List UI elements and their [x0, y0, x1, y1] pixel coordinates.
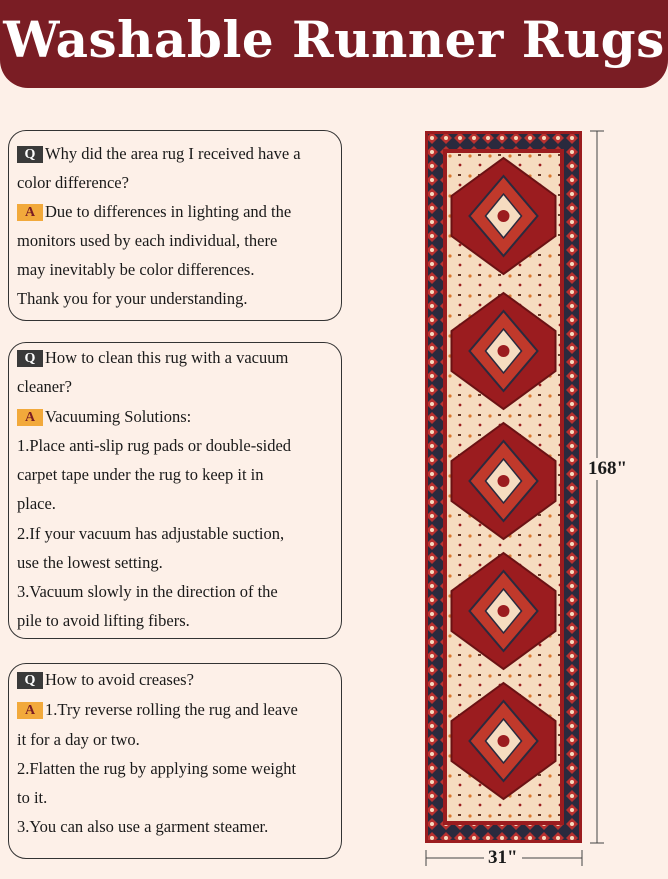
question-text-cont: color difference?: [17, 173, 129, 192]
answer-text: it for a day or two.: [17, 730, 140, 749]
answer-badge: A: [17, 409, 43, 426]
question-text-cont: cleaner?: [17, 377, 72, 396]
rug-length-label: 168": [588, 458, 628, 479]
question-text: Why did the area rug I received have a: [45, 144, 301, 163]
answer-text: 1.Place anti-slip rug pads or double-sided: [17, 436, 292, 455]
answer-text: monitors used by each individual, there: [17, 231, 278, 250]
answer-text: Due to differences in lighting and the: [45, 202, 292, 221]
answer-text: 1.Try reverse rolling the rug and leave: [45, 700, 298, 719]
answer-text: 3.Vacuum slowly in the direction of the: [17, 582, 278, 601]
question-text: How to avoid creases?: [45, 670, 194, 689]
answer-text: 2.If your vacuum has adjustable suction,: [17, 524, 285, 543]
question-badge: Q: [17, 672, 43, 689]
answer-text: carpet tape under the rug to keep it in: [17, 465, 264, 484]
answer-text: Thank you for your understanding.: [17, 289, 248, 308]
question-badge: Q: [17, 350, 43, 367]
answer-text: may inevitably be color differences.: [17, 260, 255, 279]
answer-badge: A: [17, 204, 43, 221]
answer-text: use the lowest setting.: [17, 553, 163, 572]
answer-text: pile to avoid lifting fibers.: [17, 611, 190, 630]
question-text: How to clean this rug with a vacuum: [45, 348, 289, 367]
answer-text: 3.You can also use a garment steamer.: [17, 817, 269, 836]
answer-badge: A: [17, 702, 43, 719]
answer-text: to it.: [17, 788, 48, 807]
answer-text: 2.Flatten the rug by applying some weight: [17, 759, 297, 778]
page-title: Washable Runner Rugs: [3, 10, 665, 69]
question-badge: Q: [17, 146, 43, 163]
rug-width-label: 31": [484, 847, 522, 869]
answer-text: place.: [17, 494, 56, 513]
answer-text: Vacuuming Solutions:: [45, 407, 192, 426]
